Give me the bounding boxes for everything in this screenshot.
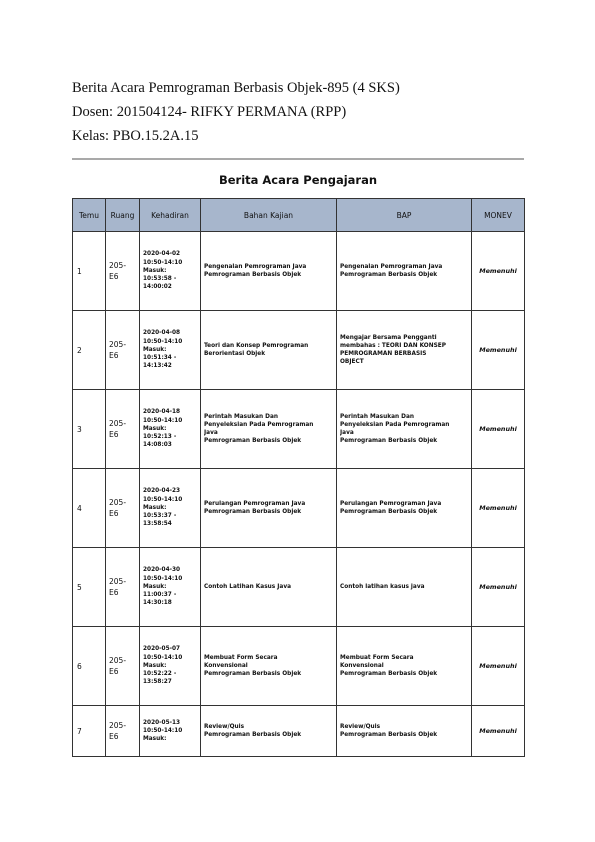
attendance-cell-line: 10:50-14:10 [143,654,183,661]
study-material-cell-line: Contoh Latihan Kasus Java [204,583,292,590]
attendance-cell-line: 2020-04-02 [143,251,181,258]
monev-cell: Memenuhi [472,390,525,469]
col-header-kehadiran: Kehadiran [140,199,201,232]
study-material-cell-line: Pemrograman Berbasis Objek [204,671,302,678]
bap-cell [337,627,472,706]
table-row [73,469,525,548]
table-row [73,232,525,311]
monev-cell: Memenuhi [472,627,525,706]
attendance-cell-line: 10:50-14:10 [143,496,183,503]
attendance-cell-line: 2020-05-07 [143,646,181,653]
study-material-cell-line: Konvensional [204,662,248,669]
course-title: Berita Acara Pemrograman Berbasis Objek-895 (4 SKS) [72,80,400,96]
study-material-cell [201,627,337,706]
lecturer-line: Dosen: 201504124- RIFKY PERMANA (RPP) [72,104,347,120]
study-material-cell [201,311,337,390]
study-material-cell-line: Pemrograman Berbasis Objek [204,272,302,278]
attendance-cell-line: Masuk: [143,504,167,511]
study-material-cell-line: Pemrograman Berbasis Objek [204,509,302,515]
col-header-ruang: Ruang [106,199,140,232]
attendance-cell-line: 2020-04-23 [143,488,181,495]
bap-cell [337,232,472,311]
bap-cell [337,706,472,757]
room-cell-line: 205- [109,261,127,270]
table-row [73,627,525,706]
study-material-cell [201,469,337,548]
monev-cell: Memenuhi [472,548,525,627]
header-divider [72,158,524,160]
room-cell [106,232,140,311]
study-material-cell-line: Pemrograman Berbasis Objek [204,438,302,445]
attendance-cell [140,706,201,757]
bap-cell-line: Pemrograman Berbasis Objek [340,272,438,278]
attendance-cell-line: 10:50-14:10 [143,727,183,734]
monev-cell: Memenuhi [472,232,525,311]
study-material-cell-line: Perulangan Pemrograman Java [204,500,306,507]
attendance-cell-line: Masuk: [143,425,167,432]
col-header-bap: BAP [337,199,472,232]
bap-cell [337,390,472,469]
room-cell-line: E6 [109,351,119,360]
attendance-cell-line: 11:00:37 - [143,592,177,599]
study-material-cell-line: Review/Quis [204,723,245,730]
study-material-cell [201,390,337,469]
room-cell-line: E6 [109,732,119,741]
bap-cell-line: OBJECT [340,359,364,366]
attendance-cell-line: 14:08:03 [143,442,172,449]
room-cell-line: 205- [109,577,127,586]
room-cell [106,627,140,706]
bap-cell-line: Perulangan Pemrograman Java [340,500,442,507]
teaching-log-table [72,198,525,757]
attendance-cell-line: 10:50-14:10 [143,259,183,266]
attendance-cell [140,548,201,627]
bap-cell-line: Pemrograman Berbasis Objek [340,509,438,515]
attendance-cell-line: 14:00:02 [143,284,172,291]
bap-cell-line: Review/Quis [340,723,381,730]
bap-cell [337,548,472,627]
room-cell-line: E6 [109,588,119,597]
attendance-cell-line: 10:53:58 - [143,276,177,283]
monev-cell: Memenuhi [472,706,525,757]
table-row [73,548,525,627]
study-material-cell-line: Membuat Form Secara [204,654,278,661]
table-title: Berita Acara Pengajaran [218,173,378,187]
attendance-cell [140,232,201,311]
bap-cell-line: Perintah Masukan Dan [340,413,415,420]
bap-cell-line: Pengenalan Pemrograman Java [340,263,443,270]
room-cell [106,706,140,757]
meeting-number-cell: 4 [73,469,106,548]
room-cell-line: 205- [109,721,127,730]
attendance-cell-line: 10:53:37 - [143,513,177,520]
bap-cell-line: Pemrograman Berbasis Objek [340,438,438,445]
bap-cell-line: Pemrograman Berbasis Objek [340,671,438,678]
meeting-number-cell: 1 [73,232,106,311]
col-header-monev: MONEV [472,199,525,232]
room-cell [106,469,140,548]
study-material-cell [201,548,337,627]
attendance-cell-line: Masuk: [143,346,167,353]
meeting-number-cell: 7 [73,706,106,757]
study-material-cell [201,706,337,757]
attendance-cell-line: Masuk: [143,736,167,743]
study-material-cell-line: Perintah Masukan Dan [204,413,279,420]
col-header-temu: Temu [73,199,106,232]
table-row [73,706,525,757]
room-cell [106,548,140,627]
room-cell-line: E6 [109,509,119,518]
meeting-number-cell: 2 [73,311,106,390]
attendance-cell-line: 13:58:54 [143,521,172,528]
study-material-cell-line: Teori dan Konsep Pemrograman [204,342,309,349]
attendance-cell-line: 14:13:42 [143,363,172,370]
room-cell-line: 205- [109,656,127,665]
bap-cell-line: Pemrograman Berbasis Objek [340,732,438,738]
bap-cell-line: Penyeleksian Pada Pemrograman [340,421,450,428]
attendance-cell-line: 14:30:18 [143,600,172,607]
attendance-cell-line: 2020-05-13 [143,719,181,726]
study-material-cell-line: Berorientasi Objek [204,351,266,357]
bap-cell-line: Membuat Form Secara [340,654,414,661]
attendance-cell-line: Masuk: [143,267,167,274]
study-material-cell-line: Java [204,430,218,436]
room-cell [106,390,140,469]
attendance-cell-line: 10:52:22 - [143,671,177,678]
room-cell-line: E6 [109,667,119,676]
meeting-number-cell: 5 [73,548,106,627]
attendance-cell-line: 2020-04-08 [143,330,181,337]
room-cell [106,311,140,390]
attendance-cell [140,469,201,548]
meeting-number-cell: 6 [73,627,106,706]
class-line: Kelas: PBO.15.2A.15 [72,128,199,144]
bap-cell-line: Konvensional [340,662,384,669]
bap-cell-line: Mengajar Bersama Pengganti [340,334,437,341]
study-material-cell-line: Penyeleksian Pada Pemrograman [204,421,314,428]
attendance-cell-line: 10:52:13 - [143,434,177,441]
attendance-cell-line: 10:51:34 - [143,355,177,362]
room-cell-line: 205- [109,498,127,507]
bap-cell-line: membahas : TEORI DAN KONSEP [340,342,446,349]
attendance-cell-line: 2020-04-18 [143,409,181,416]
study-material-cell-line: Pengenalan Pemrograman Java [204,263,307,270]
room-cell-line: 205- [109,419,127,428]
table-header-row [73,199,525,232]
bap-cell-line: Java [340,430,354,436]
monev-cell: Memenuhi [472,469,525,548]
attendance-cell-line: 10:50-14:10 [143,575,183,582]
room-cell-line: 205- [109,340,127,349]
attendance-cell-line: 10:50-14:10 [143,417,183,424]
study-material-cell [201,232,337,311]
bap-cell-line: PEMROGRAMAN BERBASIS [340,351,427,357]
bap-cell [337,469,472,548]
attendance-cell-line: Masuk: [143,583,167,590]
attendance-cell-line: 10:50-14:10 [143,338,183,345]
attendance-cell [140,311,201,390]
attendance-cell-line: 2020-04-30 [143,567,181,574]
meeting-number-cell: 3 [73,390,106,469]
attendance-cell-line: Masuk: [143,662,167,669]
col-header-bahan-kajian: Bahan Kajian [201,199,337,232]
room-cell-line: E6 [109,272,119,281]
attendance-cell-line: 13:58:27 [143,679,172,686]
table-row [73,390,525,469]
bap-cell [337,311,472,390]
attendance-cell [140,627,201,706]
monev-cell: Memenuhi [472,311,525,390]
bap-cell-line: Contoh latihan kasus java [340,583,425,590]
table-row [73,311,525,390]
attendance-cell [140,390,201,469]
room-cell-line: E6 [109,430,119,439]
study-material-cell-line: Pemrograman Berbasis Objek [204,732,302,738]
